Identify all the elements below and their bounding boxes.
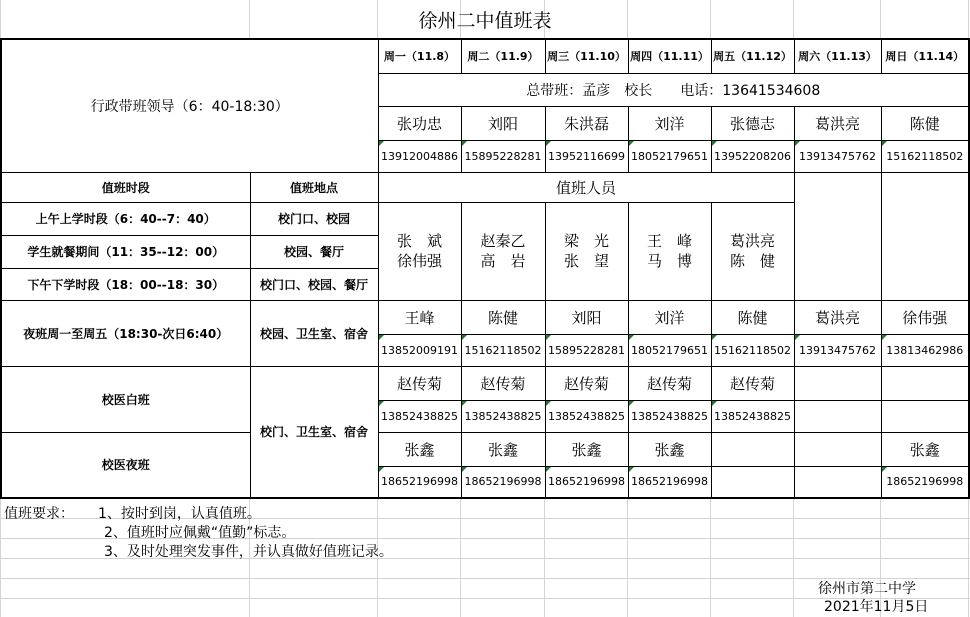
- doctor-night-phone: 18652196998: [545, 466, 628, 498]
- day-header: 周二（11.9）: [461, 39, 545, 73]
- admin-phone: 13913475762: [794, 140, 881, 172]
- admin-phone: 15895228281: [461, 140, 545, 172]
- shift-place: 校门口、校园、餐厅: [250, 268, 378, 300]
- doctor-day-name: 赵传菊: [628, 366, 711, 400]
- doctor-night-phone: 18652196998: [461, 466, 545, 498]
- admin-phone: 15162118502: [881, 140, 969, 172]
- doctor-place: 校门、卫生室、宿舍: [250, 366, 378, 498]
- doctor-night-name: [711, 432, 794, 466]
- empty-cell: [881, 172, 969, 300]
- doctor-night-phone: 18652196998: [628, 466, 711, 498]
- doctor-day-name: 赵传菊: [378, 366, 461, 400]
- admin-name: 刘洋: [628, 106, 711, 140]
- place-header: 值班地点: [250, 172, 378, 202]
- night-phone: 13913475762: [794, 334, 881, 366]
- day-header: 周六（11.13）: [794, 39, 881, 73]
- duty-table: [0, 38, 970, 499]
- day-header: 周一（11.8）: [378, 39, 461, 73]
- doctor-day-phone: 13852438825: [711, 400, 794, 432]
- night-name: 王峰: [378, 300, 461, 334]
- night-names-row: [1, 300, 969, 334]
- night-name: 刘洋: [628, 300, 711, 334]
- doctor-night-name: 张鑫: [545, 432, 628, 466]
- admin-phone: 13952116699: [545, 140, 628, 172]
- night-phone: 15895228281: [545, 334, 628, 366]
- doctor-day-names-row: [1, 366, 969, 400]
- note-item: 1、按时到岗，认真值班。: [98, 506, 261, 522]
- night-name: 葛洪亮: [794, 300, 881, 334]
- doctor-night-name: 张鑫: [378, 432, 461, 466]
- night-name: 刘阳: [545, 300, 628, 334]
- signature-date: 2021年11月5日: [824, 599, 929, 615]
- doctor-night-phone: [711, 466, 794, 498]
- night-name: 陈健: [711, 300, 794, 334]
- admin-name: 张德志: [711, 106, 794, 140]
- night-phone: 13813462986: [881, 334, 969, 366]
- day-staff: 张 斌 徐伟强: [378, 202, 461, 300]
- days-row: [1, 39, 969, 73]
- doctor-day-label: 校医白班: [1, 366, 250, 432]
- shift-place: 校园、餐厅: [250, 235, 378, 268]
- staff-header: 值班人员: [378, 172, 794, 202]
- doctor-night-name: 张鑫: [881, 432, 969, 466]
- admin-phone: 18052179651: [628, 140, 711, 172]
- doctor-day-phone: 13852438825: [628, 400, 711, 432]
- doctor-night-phone: 18652196998: [378, 466, 461, 498]
- day-header: 周五（11.12）: [711, 39, 794, 73]
- doctor-day-name: 赵传菊: [461, 366, 545, 400]
- night-phone: 15162118502: [711, 334, 794, 366]
- shift-period: 上午上学时段（6：40--7：40）: [1, 202, 250, 235]
- doctor-day-phone: 13852438825: [545, 400, 628, 432]
- night-phone: 15162118502: [461, 334, 545, 366]
- note-item: 2、值班时应佩戴“值勤”标志。: [104, 525, 296, 541]
- admin-name: 张功忠: [378, 106, 461, 140]
- admin-phone: 13952208206: [711, 140, 794, 172]
- night-name: 徐伟强: [881, 300, 969, 334]
- doctor-day-name: [794, 366, 881, 400]
- admin-name: 陈健: [881, 106, 969, 140]
- night-period: 夜班周一至周五（18:30-次日6:40）: [1, 300, 250, 366]
- admin-label: 行政带班领导（6：40-18:30）: [1, 39, 378, 172]
- doctor-night-name: 张鑫: [628, 432, 711, 466]
- admin-name: 朱洪磊: [545, 106, 628, 140]
- day-staff: 葛洪亮 陈 健: [711, 202, 794, 300]
- doctor-day-phone: [794, 400, 881, 432]
- period-header: 值班时段: [1, 172, 250, 202]
- admin-phone: 13912004886: [378, 140, 461, 172]
- admin-name: 刘阳: [461, 106, 545, 140]
- day-staff: 梁 光 张 望: [545, 202, 628, 300]
- doctor-night-names-row: [1, 432, 969, 466]
- doctor-day-name: 赵传菊: [711, 366, 794, 400]
- night-phone: 13852009191: [378, 334, 461, 366]
- night-place: 校园、卫生室、宿舍: [250, 300, 378, 366]
- day-header: 周日（11.14）: [881, 39, 969, 73]
- doctor-day-name: 赵传菊: [545, 366, 628, 400]
- doctor-night-label: 校医夜班: [1, 432, 250, 498]
- shift-period: 学生就餐期间（11：35--12：00）: [1, 235, 250, 268]
- shift-header-row: [1, 172, 969, 202]
- page-title: 徐州二中值班表: [418, 10, 552, 32]
- notes-prefix: 值班要求：: [4, 506, 74, 522]
- night-name: 陈健: [461, 300, 545, 334]
- shift-place: 校门口、校园: [250, 202, 378, 235]
- signature-org: 徐州市第二中学: [818, 581, 916, 597]
- day-staff: 赵秦乙 高 岩: [461, 202, 545, 300]
- general-leader: 总带班：孟彦 校长 电话：13641534608: [378, 73, 969, 106]
- day-header: 周三（11.10）: [545, 39, 628, 73]
- doctor-day-phone: [881, 400, 969, 432]
- doctor-night-phone: 18652196998: [881, 466, 969, 498]
- doctor-night-phone: [794, 466, 881, 498]
- doctor-day-name: [881, 366, 969, 400]
- admin-name: 葛洪亮: [794, 106, 881, 140]
- doctor-day-phone: 13852438825: [461, 400, 545, 432]
- doctor-night-name: 张鑫: [461, 432, 545, 466]
- day-staff: 王 峰 马 博: [628, 202, 711, 300]
- doctor-night-name: [794, 432, 881, 466]
- note-item: 3、及时处理突发事件，并认真做好值班记录。: [104, 544, 393, 560]
- night-phone: 18052179651: [628, 334, 711, 366]
- doctor-day-phone: 13852438825: [378, 400, 461, 432]
- shift-period: 下午下学时段（18：00--18：30）: [1, 268, 250, 300]
- empty-cell: [794, 172, 881, 300]
- day-header: 周四（11.11）: [628, 39, 711, 73]
